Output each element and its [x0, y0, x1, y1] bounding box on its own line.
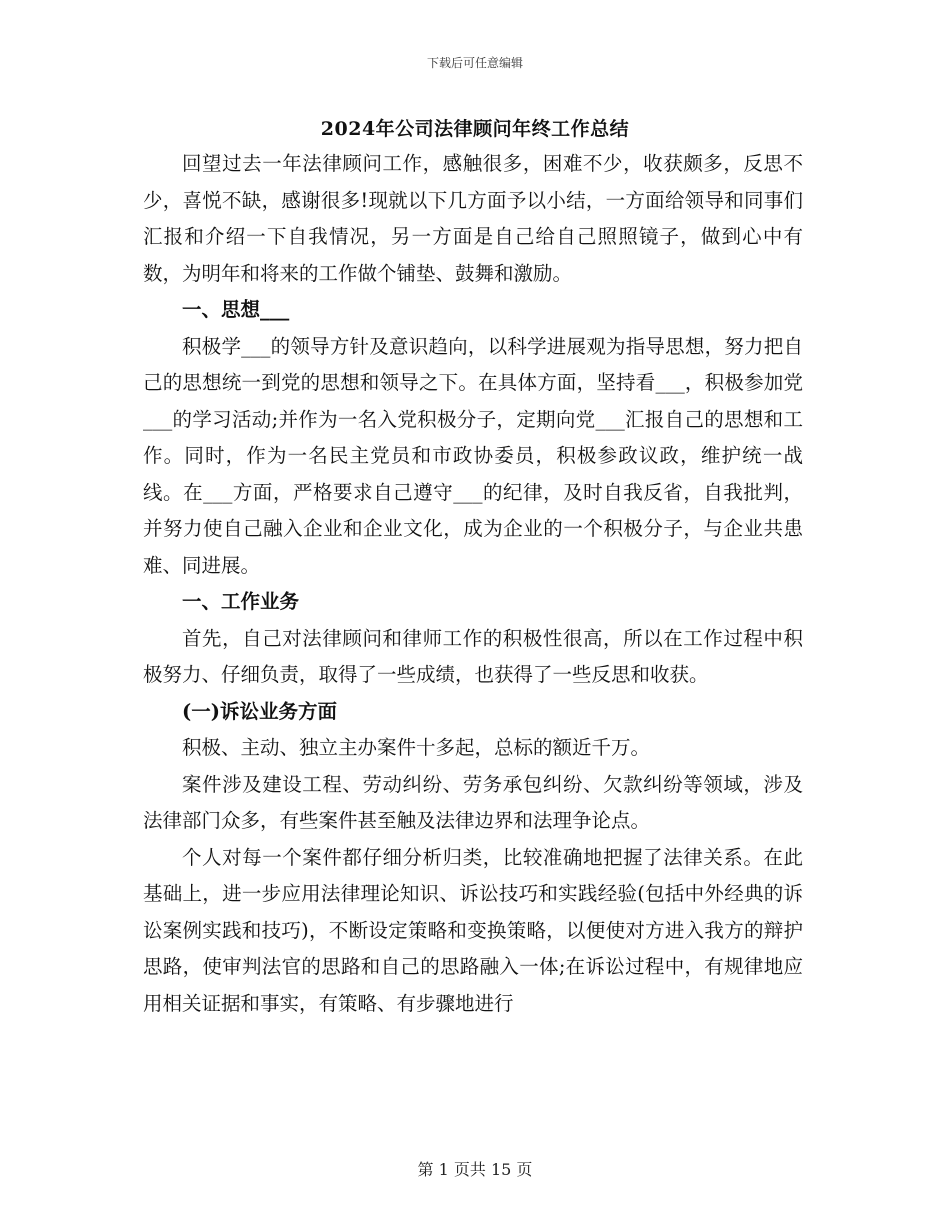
paragraph-analysis: 个人对每一个案件都仔细分析归类，比较准确地把握了法律关系。在此基础上，进一步应用法律理论知识、诉讼技巧和实践经验(包括中外经典的诉讼案例实践和技巧)，不断设定策略和变换策略，以便使对方进入我方的辩护思路，使审判法官的思路和自己的思路融入一体;在诉讼过程中，有规律地应用相关证据和事实，有策略、有步骤地进行 [143, 845, 803, 1015]
paragraph-work: 首先，自己对法律顾问和律师工作的积极性很高，所以在工作过程中积极努力、仔细负责，取得了一些成绩，也获得了一些反思和收获。 [143, 626, 803, 686]
page-footer: 第 1 页共 15 页 [417, 1160, 533, 1179]
paragraph-intro: 回望过去一年法律顾问工作，感触很多，困难不少，收获颇多，反思不少，喜悦不缺，感谢很多!现就以下几方面予以小结，一方面给领导和同事们汇报和介绍一下自我情况，另一方面是自己给自己照照镜子，做到心中有数，为明年和将来的工作做个铺垫、鼓舞和激励。 [143, 152, 803, 285]
paragraph-thought: 积极学___的领导方针及意识趋向，以科学进展观为指导思想，努力把自己的思想统一到党的思想和领导之下。在具体方面，坚持看___，积极参加党___的学习活动;并作为一名入党积极分子，定期向党___汇报自己的思想和工作。同时，作为一名民主党员和市政协委员，积极参政议政，维护统一战线。在___方面，严格要求自己遵守___的纪律，及时自我反省，自我批判，并努力使自己融入企业和企业文化，成为企业的一个积极分子，与企业共患难、同进展。 [143, 334, 803, 577]
paragraph-cases: 积极、主动、独立主办案件十多起，总标的额近千万。 [182, 736, 651, 759]
header-note: 下载后可任意编辑 [426, 56, 523, 70]
section-heading-thought: 一、思想___ [182, 298, 290, 321]
paragraph-case-types: 案件涉及建设工程、劳动纠纷、劳务承包纠纷、欠款纠纷等领域，涉及法律部门众多，有些案件甚至触及法律边界和法理争论点。 [143, 772, 803, 832]
section-heading-work: 一、工作业务 [182, 590, 300, 613]
document-title: 2024年公司法律顾问年终工作总结 [320, 118, 630, 140]
document-body [143, 146, 803, 1022]
subsection-heading-litigation: (一)诉讼业务方面 [182, 699, 337, 723]
